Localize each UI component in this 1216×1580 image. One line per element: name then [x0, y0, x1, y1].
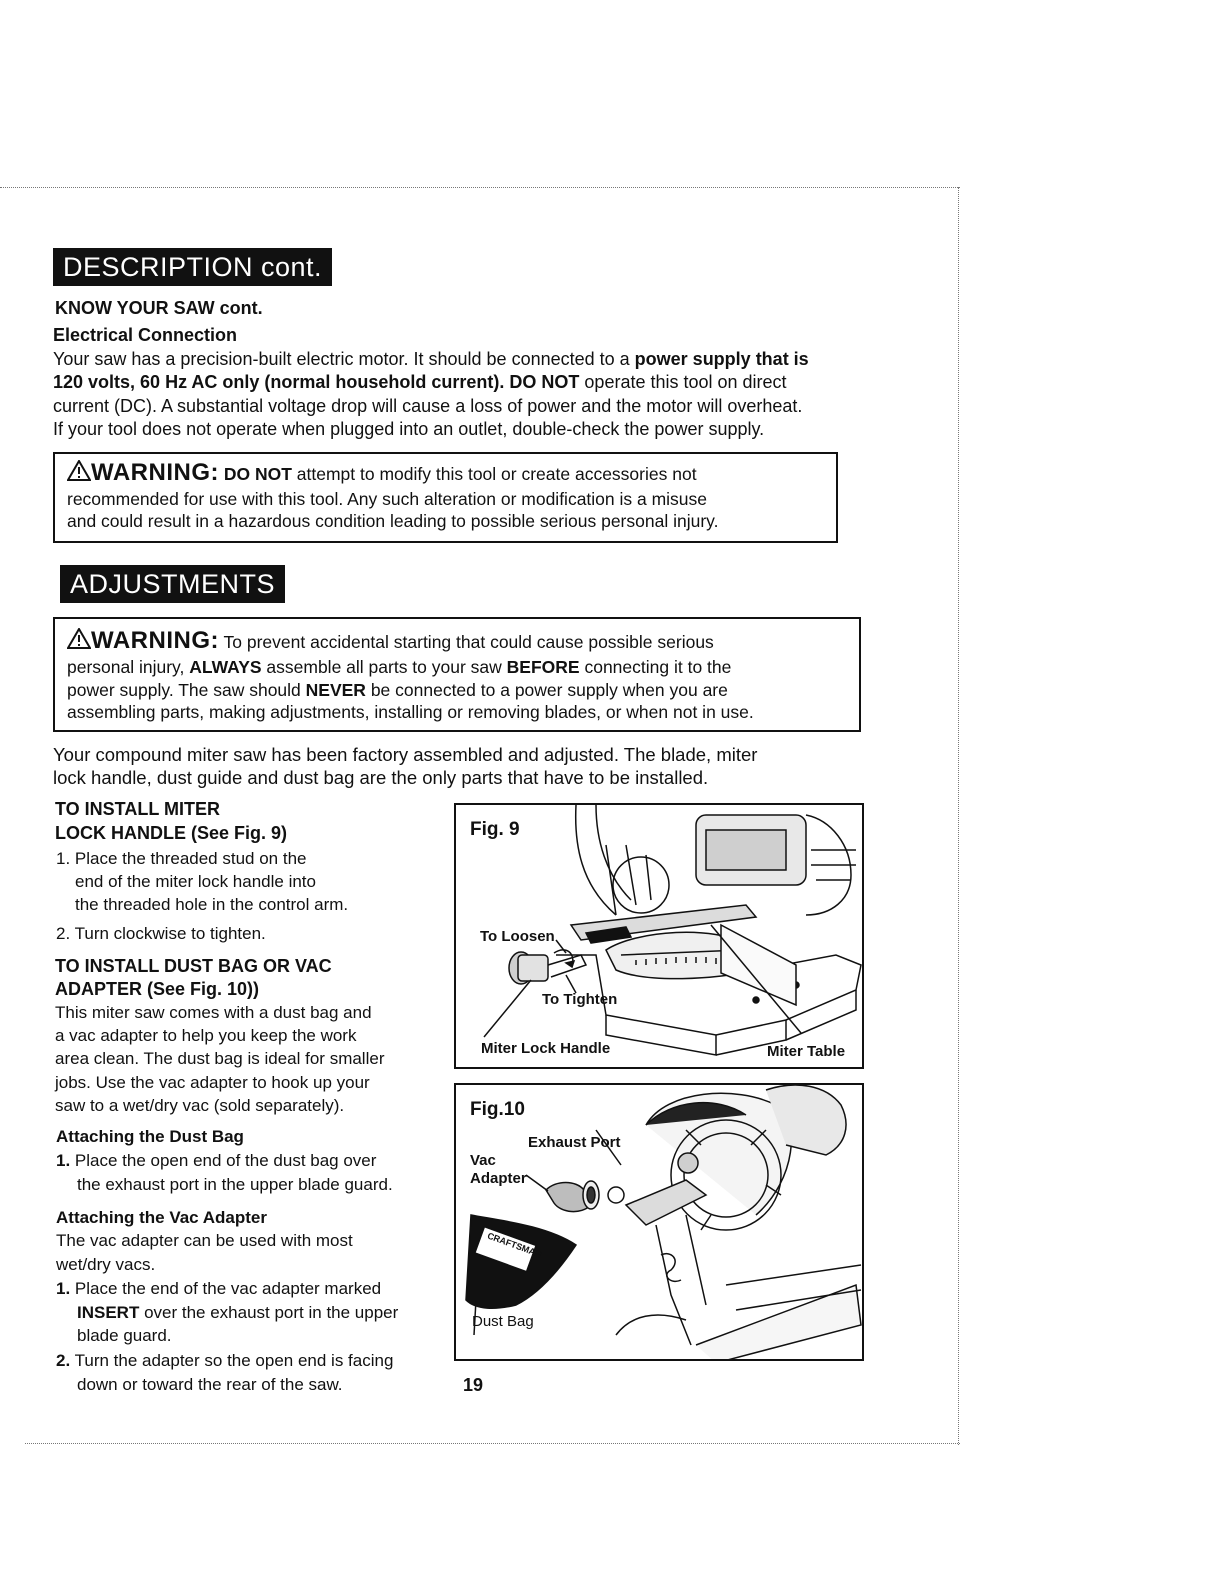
attach-bag-line-2: the exhaust port in the upper blade guard.	[77, 1175, 393, 1194]
page-border-top	[0, 187, 960, 188]
fig9-miter-lock-handle-label: Miter Lock Handle	[481, 1040, 611, 1057]
attach-vac-intro-1: The vac adapter can be used with most	[56, 1231, 353, 1250]
warning-box-modify	[53, 452, 838, 543]
miter-heading-1: TO INSTALL MITER	[55, 799, 220, 819]
attach-vac-intro-2: wet/dry vacs.	[56, 1255, 156, 1274]
page-border-bottom	[25, 1443, 960, 1444]
figure-9	[454, 803, 864, 1069]
fig10-dust-bag-label: Dust Bag	[472, 1313, 534, 1330]
electrical-line-1: Your saw has a precision-built electric motor. It should be connected to a power supply that is	[53, 349, 809, 369]
warning2-line-3: power supply. The saw should NEVER be connected to a power supply when you are	[67, 680, 728, 700]
attach-vac-step-2-line-1: 2. Turn the adapter so the open end is facing	[56, 1351, 394, 1370]
dust-heading-2: ADAPTER (See Fig. 10))	[55, 979, 260, 999]
miter-heading-2: LOCK HANDLE (See Fig. 9)	[55, 823, 288, 843]
dust-intro-line-2: a vac adapter to help you keep the work	[55, 1026, 357, 1045]
warning-triangle-icon	[67, 628, 91, 649]
miter-step-1-line-3: the threaded hole in the control arm.	[75, 895, 349, 914]
adjustments-banner: ADJUSTMENTS	[60, 565, 285, 603]
warning-box-power	[53, 617, 861, 732]
attach-vac-step-1-line-3: blade guard.	[77, 1326, 172, 1345]
figure-10	[454, 1083, 864, 1361]
warning1-line-3: and could result in a hazardous condition leading to possible serious personal injury.	[67, 511, 719, 531]
electrical-line-3: current (DC). A substantial voltage drop will cause a loss of power and the motor will overheat.	[53, 396, 803, 416]
electrical-connection-heading: Electrical Connection	[53, 325, 238, 345]
fig9-miter-table-label: Miter Table	[767, 1043, 846, 1060]
miter-step-2-line-1: 2. Turn clockwise to tighten.	[56, 924, 266, 943]
dust-intro-line-3: area clean. The dust bag is ideal for smaller	[55, 1049, 385, 1068]
warning2-line-4: assembling parts, making adjustments, installing or removing blades, or when not in use.	[67, 702, 754, 722]
page-border-right	[958, 187, 959, 1445]
attach-vac-step-1-line-1: 1. Place the end of the vac adapter marked	[56, 1279, 382, 1298]
warning1-line-2: recommended for use with this tool. Any such alteration or modification is a misuse	[67, 489, 708, 509]
fig9-title: Fig. 9	[470, 819, 520, 840]
fig9-to-loosen-label: To Loosen	[480, 928, 555, 945]
know-your-saw-heading: KNOW YOUR SAW cont.	[55, 298, 263, 318]
fig10-exhaust-port-label: Exhaust Port	[528, 1134, 621, 1151]
miter-step-1-line-2: end of the miter lock handle into	[75, 872, 316, 891]
attach-vac-step-2-line-2: down or toward the rear of the saw.	[77, 1375, 343, 1394]
dust-heading-1: TO INSTALL DUST BAG OR VAC	[55, 956, 332, 976]
attach-vac-heading: Attaching the Vac Adapter	[56, 1208, 267, 1227]
fig10-adapter-label: Adapter	[470, 1170, 527, 1187]
intro-line-2: lock handle, dust guide and dust bag are the only parts that have to be installed.	[53, 767, 709, 788]
fig9-to-tighten-label: To Tighten	[542, 991, 618, 1008]
dust-intro-line-1: This miter saw comes with a dust bag and	[55, 1003, 372, 1022]
electrical-line-2: 120 volts, 60 Hz AC only (normal household current). DO NOT operate this tool on direct	[53, 372, 787, 392]
miter-step-1-line-1: 1. Place the threaded stud on the	[56, 849, 307, 868]
warning-triangle-icon	[67, 460, 91, 481]
page-number: 19	[463, 1375, 484, 1395]
dust-intro-line-4: jobs. Use the vac adapter to hook up your	[55, 1073, 370, 1092]
attach-bag-heading: Attaching the Dust Bag	[56, 1127, 244, 1146]
warning2-line-2: personal injury, ALWAYS assemble all parts to your saw BEFORE connecting it to the	[67, 657, 732, 677]
intro-line-1: Your compound miter saw has been factory assembled and adjusted. The blade, miter	[53, 744, 758, 765]
description-banner: DESCRIPTION cont.	[53, 248, 332, 286]
warning1-line-1: WARNING: DO NOT attempt to modify this tool or create accessories not	[67, 460, 697, 485]
electrical-line-4: If your tool does not operate when plugged into an outlet, double-check the power supply.	[53, 419, 765, 439]
dust-intro-line-5: saw to a wet/dry vac (sold separately).	[55, 1096, 345, 1115]
warning2-line-1: WARNING: To prevent accidental starting that could cause possible serious	[67, 628, 714, 653]
fig10-title: Fig.10	[470, 1099, 525, 1120]
attach-bag-line-1: 1. Place the open end of the dust bag over	[56, 1151, 377, 1170]
attach-vac-step-1-line-2: INSERT over the exhaust port in the upper	[77, 1303, 399, 1322]
fig10-vac-label: Vac	[470, 1152, 496, 1169]
craftsman-brand-label: CRAFTSMAN	[486, 1230, 543, 1260]
